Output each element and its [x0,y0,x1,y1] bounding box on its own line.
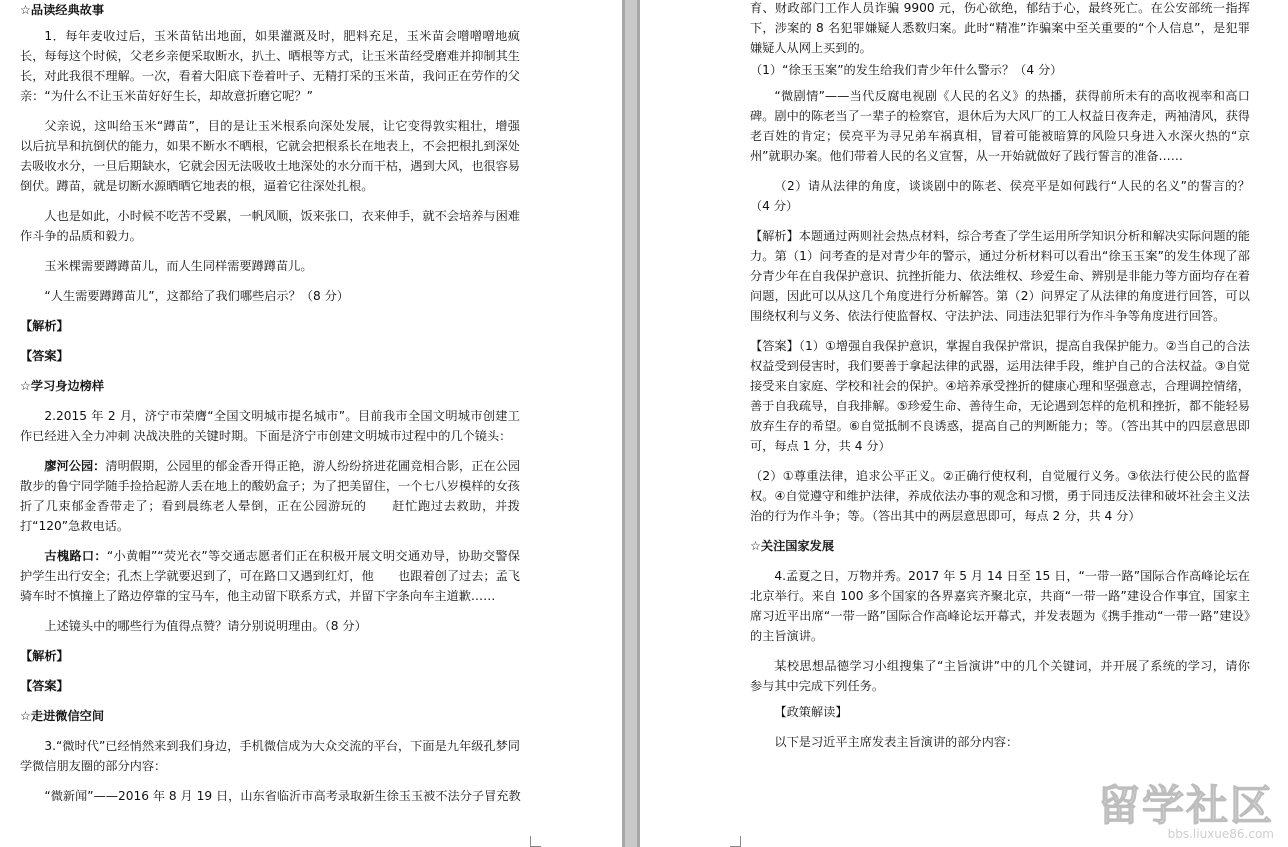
watermark-url: bbs.liuxue86.com [1167,827,1274,841]
paragraph: “微新闻”——2016 年 8 月 19 日，山东省临沂市高考录取新生徐玉玉被不法分子冒充教 [44,789,521,803]
paragraph: 某校思想品德学习小组搜集了“主旨演讲”中的几个关键词，并开展了系统的学习，请你参与其中完成下列任务。 [750,659,1250,693]
analysis-label: 【解析】 [20,649,69,663]
paragraph: “微剧情”——当代反腐电视剧《人民的名义》的热播，获得前所未有的高收视率和高口碑。剧中的陈老当了一辈子的检察官，退休后为大风厂的工人权益日夜奔走，两袖清风，获得老百姓的肯定；侯亮平为寻兄弟车祸真相，冒着可能被暗算的风险只身进入水深火热的“京州”就职办案。他们带着人民的名义宣誓，从一开始就做好了践行誓言的准备…… [750,89,1250,163]
section-heading: ☆关注国家发展 [750,539,835,553]
paragraph [20,456,520,536]
section-heading: ☆品读经典故事 [20,3,105,17]
watermark [1098,773,1274,841]
paragraph: 1．每年麦收过后，玉米苗钻出地面，如果灌溉及时，肥料充足，玉米苗会噌噌噌地疯长，每每这个时候，父老乡亲便采取断水，扒土、晒根等方式，让玉米苗经受磨难并抑制其生长，对此我很不理解。一次，看着大阳底下卷着叶子、无精打采的玉米苗，我问正在劳作的父亲：“为什么不让玉米苗好好生长，却故意折磨它呢？” [20,29,520,103]
paragraph: 人也是如此，小时候不吃苦不受累，一帆风顺，饭来张口，衣来伸手，就不会培养与困难作斗争的品质和毅力。 [20,209,520,243]
scene-text: 清明假期，公园里的郁金香开得正艳，游人纷纷挤进花圃竞相合影，正在公园散步的鲁宁同学随手捡拾起游人丢在地上的酸奶盒子；为了把美留住，一个七八岁模样的女孩折了几束郁金香带走了；看到晨练老人晕倒，正在公园游玩的 赶忙跑过去救助，并拨打“120”急救电话。 [20,459,521,533]
paragraph: 父亲说，这叫给玉米“蹲苗”，目的是让玉米根系向深处发展，让它变得敦实粗壮，增强以后抗旱和抗倒伏的能力，如果不断水不晒根，它就会把根系长在地表上，不会把根扎到深处去吸收水分，一旦后期缺水，它就会因无法吸收土地深处的水分而干枯，遇到大风，也很容易倒伏。蹲苗，就是切断水源晒晒它地表的根，逼着它往深处扎根。 [20,119,520,193]
document-page-right [640,0,1288,847]
question: 上述镜头中的哪些行为值得点赞？请分别说明理由。（8 分） [44,619,367,633]
watermark-logo: 留学社区 [1097,781,1274,830]
page-gap [622,0,640,847]
paragraph: 3.“微时代”已经悄然来到我们身边，手机微信成为大众交流的平台，下面是九年级孔梦同学微信朋友圈的部分内容： [20,739,520,773]
paragraph [20,546,520,606]
scene-label: 廖河公园： [44,459,106,473]
paragraph: 玉米棵需要蹲蹲苗儿，而人生同样需要蹲蹲苗儿。 [44,259,313,273]
paragraph: 2.2015 年 2 月，济宁市荣膺“全国文明城市提名城市”。目前我市全国文明城市创建工作已经进入全力冲刺 决战决胜的关键时期。下面是济宁市创建文明城市过程中的几个镜头： [20,409,520,443]
question: “人生需要蹲蹲苗儿”，这都给了我们哪些启示？（8 分） [44,289,349,303]
answer: 【答案】（1）①增强自我保护意识，掌握自我保护常识，提高自我保护能力。②当自己的合法权益受到侵害时，我们要善于拿起法律的武器，运用法律手段，维护自己的合法权益。③自觉接受来自家庭、学校和社会的保护。④培养承受挫折的健康心理和坚强意志，合理调控情绪，善于自我疏导，自我排解。⑤珍爱生命、善待生命，无论遇到怎样的危机和挫折，都不能轻易放弃生存的希望。⑥自觉抵制不良诱惑，提高自己的判断能力；等。（答出其中的四层意思即可，每点 1 分，共 4 分） [750,339,1250,453]
corner-marker [530,836,541,847]
analysis: 【解析】本题通过两则社会热点材料，综合考查了学生运用所学知识分析和解决实际问题的能力。第（1）问考查的是对青少年的警示，通过分析材料可以看出“徐玉玉案”的发生体现了部分青少年在自我保护意识、抗挫折能力、依法维权、珍爱生命、辨别是非能力等方面均存在着问题，因此可以从这几个角度进行分析解答。第（2）问界定了从法律的角度进行回答，可以围绕权利与义务、依法行使监督权、守法护法、同违法犯罪行为作斗争等角度进行回答。 [750,229,1250,323]
section-heading: ☆走进微信空间 [20,709,105,723]
policy-label: 【政策解读】 [774,705,848,719]
paragraph: 以下是习近平主席发表主旨演讲的部分内容： [774,735,1019,749]
answer: （2）①尊重法律，追求公平正义。②正确行使权利，自觉履行义务。③依法行使公民的监督权。④自觉遵守和维护法律，养成依法办事的观念和习惯，勇于同违反法律和破坏社会主义法治的行为作斗争；等。（答出其中的两层意思即可，每点 2 分，共 4 分） [750,469,1250,523]
corner-marker [730,836,741,847]
question: （1）“徐玉玉案”的发生给我们青少年什么警示？（4 分） [750,63,1063,77]
document-page-left [0,0,622,847]
section-heading: ☆学习身边榜样 [20,379,105,393]
paragraph: 4.孟夏之日，万物并秀。2017 年 5 月 14 日至 15 日，“一带一路”国际合作高峰论坛在北京举行。来自 100 多个国家的各界嘉宾齐聚北京，共商“一带一路”建设合作事宜，国家主席习近平出席“一带一路”国际合作高峰论坛开幕式，并发表题为《携手推动“一带一路”建设》的主旨演讲。 [750,569,1250,643]
analysis-label: 【解析】 [20,319,69,333]
scene-label: 古槐路口： [44,549,107,563]
question: （2）请从法律的角度，谈谈剧中的陈老、侯亮平是如何践行“人民的名义”的誓言的？（4 分） [750,179,1250,213]
page-right-content [750,0,1250,752]
page-left-content [20,0,520,806]
answer-label: 【答案】 [20,679,69,693]
answer-label: 【答案】 [20,349,69,363]
paragraph: 育、财政部门工作人员诈骗 9900 元，伤心欲绝，郁结于心，最终死亡。在公安部统一指挥下，涉案的 8 名犯罪嫌疑人悉数归案。此时“精准”诈骗案中至关重要的“个人信息”，是犯罪嫌疑人从网上买到的。 [750,1,1250,55]
scene-text: “小黄帽”“荧光衣”等交通志愿者们正在积极开展文明交通劝导，协助交警保护学生出行安全；孔杰上学就要迟到了，可在路口又遇到红灯，他 也跟着创了过去；孟飞骑车时不慎撞上了路边停靠的宝马车，他主动留下联系方式，并留下字条向车主道歉…… [20,549,520,603]
